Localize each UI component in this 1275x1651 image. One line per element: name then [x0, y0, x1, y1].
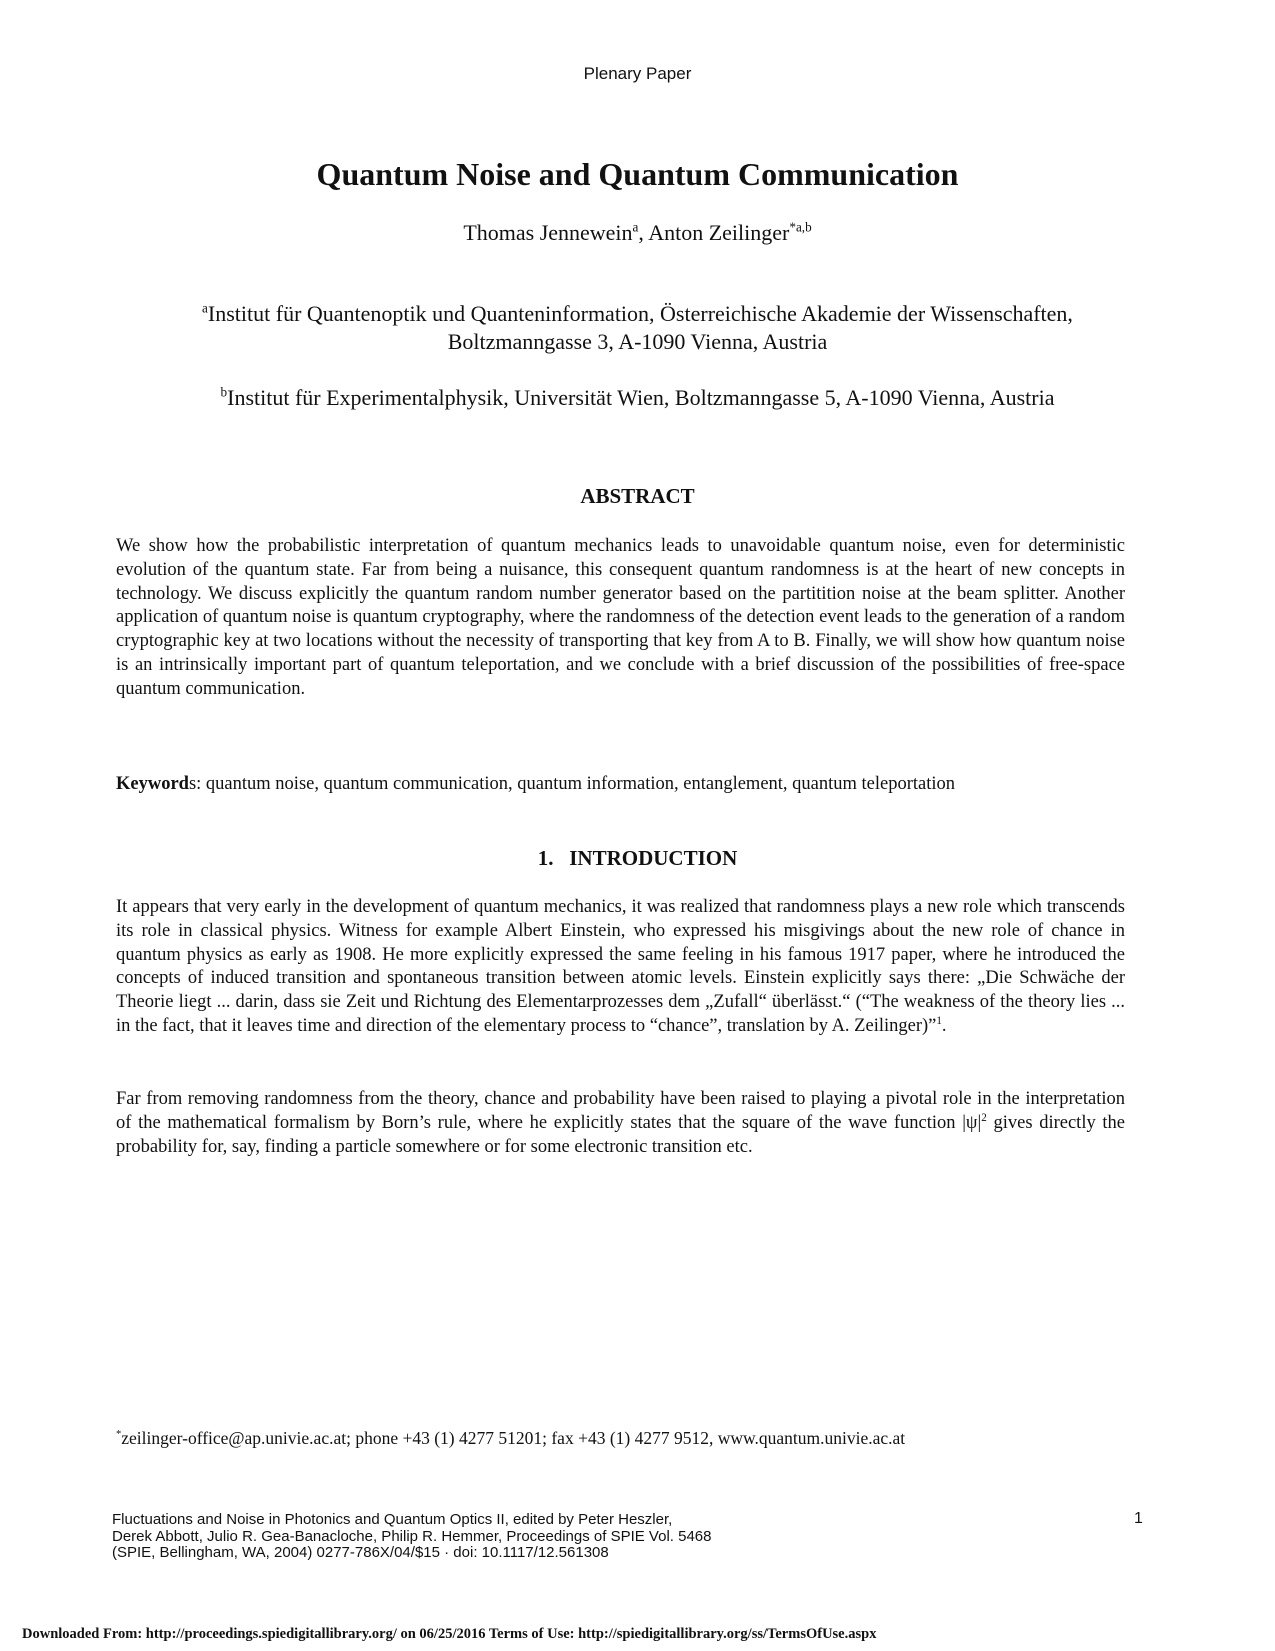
affiliation-a: [100, 300, 1175, 356]
affiliation-b: [100, 384, 1175, 412]
paragraph-text: gives directly the probability for, say, finding a particle somewhere or for some electronic transition etc.: [116, 1112, 1125, 1157]
page-number: 1: [1134, 1510, 1143, 1527]
paper-title: Quantum Noise and Quantum Communication: [316, 156, 959, 192]
introduction-heading: 1. INTRODUCTION: [537, 846, 738, 870]
affiliation-line: Institut für Quantenoptik und Quanteninformation, Österreichische Akademie der Wissenschaften,: [207, 301, 1073, 326]
citation-block: Fluctuations and Noise in Photonics and Quantum Optics II, edited by Peter Heszler, Derek Abbott, Julio R. Gea-Banacloche, Philip R. Hemmer, Proceedings of SPIE Vol. 5468 (SPIE, Bellingham, WA, 2004) 0277-786X/04/$15 · doi: 10.1117/12.561308: [112, 1511, 712, 1561]
paragraph-end: .: [941, 1015, 947, 1036]
keywords: [116, 773, 1125, 797]
author-separator: ,: [638, 220, 649, 245]
footnote-text: zeilinger-office@ap.univie.ac.at; phone +43 (1) 4277 51201; fax +43 (1) 4277 9512, www.quantum.univie.ac.at: [121, 1428, 906, 1448]
footnote-mark: *: [116, 1429, 122, 1441]
abstract-heading: ABSTRACT: [580, 484, 695, 508]
affiliation-mark: a: [202, 300, 208, 316]
footnote: [116, 1428, 905, 1449]
keywords-label: Keyword: [116, 774, 189, 794]
keywords-list: : quantum noise, quantum communication, quantum information, entanglement, quantum teleportation: [196, 774, 956, 794]
running-header: Plenary Paper: [583, 64, 692, 83]
paragraph-text: Far from removing randomness from the theory, chance and probability have been raised to playing a pivotal role in the interpretation of the mathematical formalism by Born’s rule, where he explicitly states that the square of the wave function |ψ|: [116, 1089, 1125, 1133]
author-line: [0, 220, 1275, 246]
abstract-text: We show how the probabilistic interpretation of quantum mechanics leads to unavoidable quantum noise, even for deterministic evolution of the quantum state. Far from being a nuisance, this consequent quantum randomness is at the heart of new concepts in technology. We discuss explicitly the quantum random number generator based on the partitition noise at the beam splitter. Another application of quantum noise is quantum cryptography, where the randomness of the detection event leads to the generation of a random cryptographic key at two locations without the necessity of transporting that key from A to B. Finally, we will show how quantum noise is an intrinsically important part of quantum teleportation, and we conclude with a brief discussion of the possibilities of free-space quantum communication.: [116, 536, 1125, 699]
affiliation-mark: a: [632, 219, 639, 235]
author-name: Thomas Jennewein: [463, 220, 633, 245]
affiliation-line: Institut für Experimentalphysik, Universität Wien, Boltzmanngasse 5, A-1090 Vienna, Austria: [227, 385, 1055, 410]
exponent: 2: [981, 1111, 987, 1124]
affiliation-mark: *a,b: [789, 219, 812, 235]
paragraph-text: It appears that very early in the development of quantum mechanics, it was realized that randomness plays a new role which transcends its role in classical physics. Witness for example Albert Einstein, who expressed his misgivings about the new role of chance in quantum physics as early as 1908. He more explicitly expressed the same feeling in his famous 1917 paper, where he introduced the concepts of induced transition and spontaneous transition between atomic levels. Einstein explicitly says there: „Die Schwäche der Theorie liegt ... darin, dass sie Zeit und Richtung des Elementarprozesses dem „Zufall“ überlässt.“ (“The weakness of the theory lies ... in the fact, that it leaves time and direction of the elementary process to “chance”, translation by A. Zeilinger)”: [116, 897, 1125, 1036]
affiliation-mark: b: [220, 384, 228, 400]
reference-mark: 1: [936, 1014, 942, 1027]
download-notice: Downloaded From: http://proceedings.spiedigitallibrary.org/ on 06/25/2016 Terms of Use: http://spiedigitallibrary.org/ss/TermsOfUse.aspx: [22, 1626, 877, 1642]
author-name: Anton Zeilinger: [648, 220, 790, 245]
introduction-paragraph-2: [116, 1088, 1125, 1159]
keywords-label-suffix: s: [188, 774, 197, 794]
introduction-paragraph-1: [116, 896, 1125, 1039]
affiliation-line: Boltzmanngasse 3, A-1090 Vienna, Austria: [447, 329, 828, 354]
